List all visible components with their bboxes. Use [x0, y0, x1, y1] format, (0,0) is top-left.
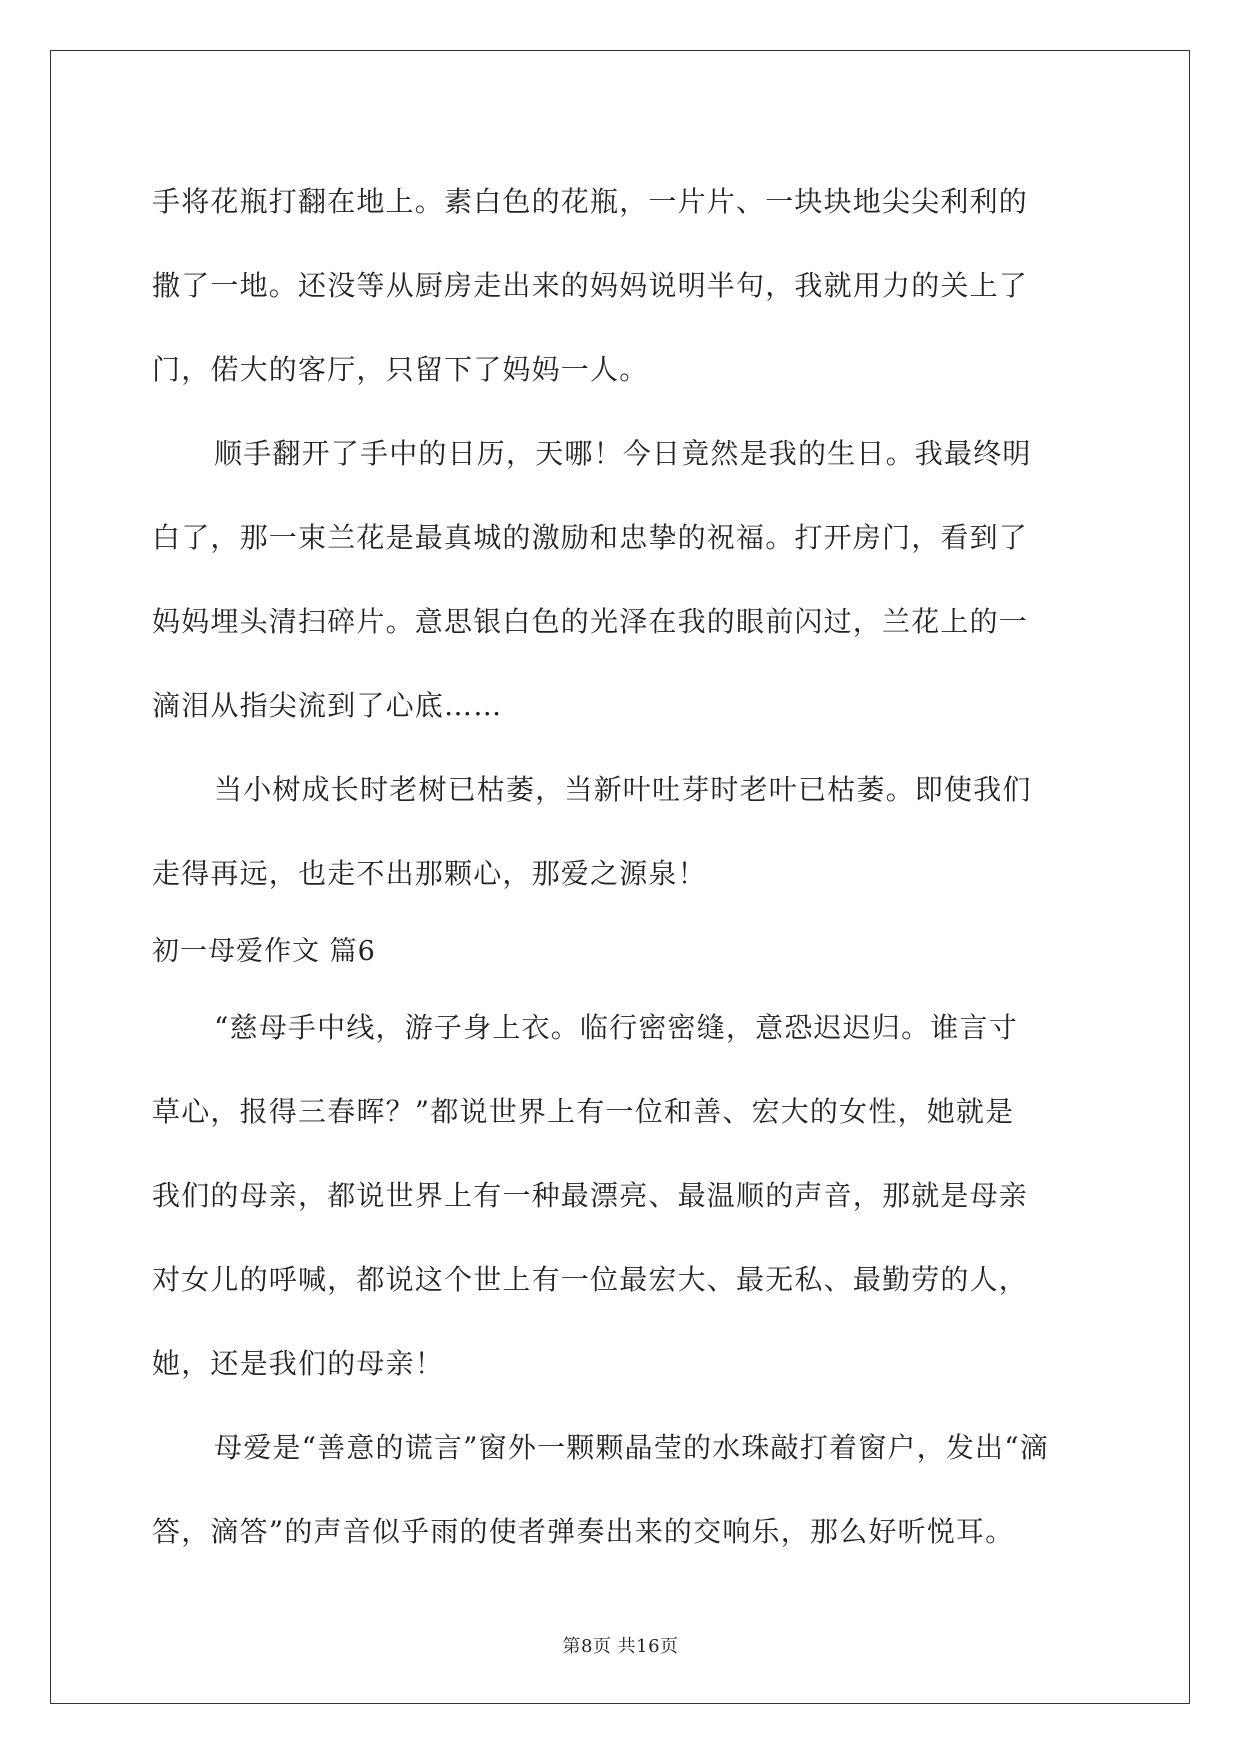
text-line: 当小树成长时老树已枯萎，当新叶吐芽时老叶已枯萎。即使我们 — [214, 773, 1032, 806]
text-line: 对女儿的呼喊，都说这个世上有一位最宏大、最无私、最勤劳的人， — [152, 1263, 1029, 1296]
document-body — [152, 160, 1092, 1574]
text-line: 她，还是我们的母亲！ — [152, 1347, 445, 1380]
text-line: 妈妈埋头清扫碎片。意思银白色的光泽在我的眼前闪过，兰花上的一 — [152, 605, 1029, 638]
text-line: 白了，那一束兰花是最真城的激励和忠挚的祝福。打开房门，看到了 — [152, 521, 1029, 554]
text-line: 答，滴答”的声音似乎雨的使者弹奏出来的交响乐，那么好听悦耳。 — [152, 1515, 1015, 1548]
paragraph — [152, 412, 1092, 748]
paragraph — [152, 986, 1092, 1406]
text-line: 我们的母亲，都说世界上有一种最漂亮、最温顺的声音，那就是母亲 — [152, 1179, 1029, 1212]
text-line: 手将花瓶打翻在地上。素白色的花瓶，一片片、一块块地尖尖利利的 — [152, 185, 1029, 218]
text-line: 顺手翻开了手中的日历，天哪！今日竟然是我的生日。我最终明 — [214, 437, 1032, 470]
section-heading: 初一母爱作文 篇6 — [152, 936, 376, 967]
paragraph — [152, 748, 1092, 916]
text-line: 撒了一地。还没等从厨房走出来的妈妈说明半句，我就用力的关上了 — [152, 269, 1029, 302]
text-line: “慈母手中线，游子身上衣。临行密密缝，意恐迟迟归。谁言寸 — [214, 1011, 1018, 1044]
text-line: 走得再远，也走不出那颗心，那爱之源泉！ — [152, 857, 707, 890]
page-number: 第8页 共16页 — [562, 1636, 679, 1657]
text-line: 草心，报得三春晖？”都说世界上有一位和善、宏大的女性，她就是 — [152, 1095, 1015, 1128]
text-line: 滴泪从指尖流到了心底…… — [152, 689, 503, 722]
text-line: 门，偌大的客厅，只留下了妈妈一人。 — [152, 353, 649, 386]
paragraph — [152, 160, 1092, 412]
text-line: 母爱是“善意的谎言”窗外一颗颗晶莹的水珠敲打着窗户，发出“滴 — [214, 1431, 1049, 1464]
paragraph — [152, 1406, 1092, 1574]
